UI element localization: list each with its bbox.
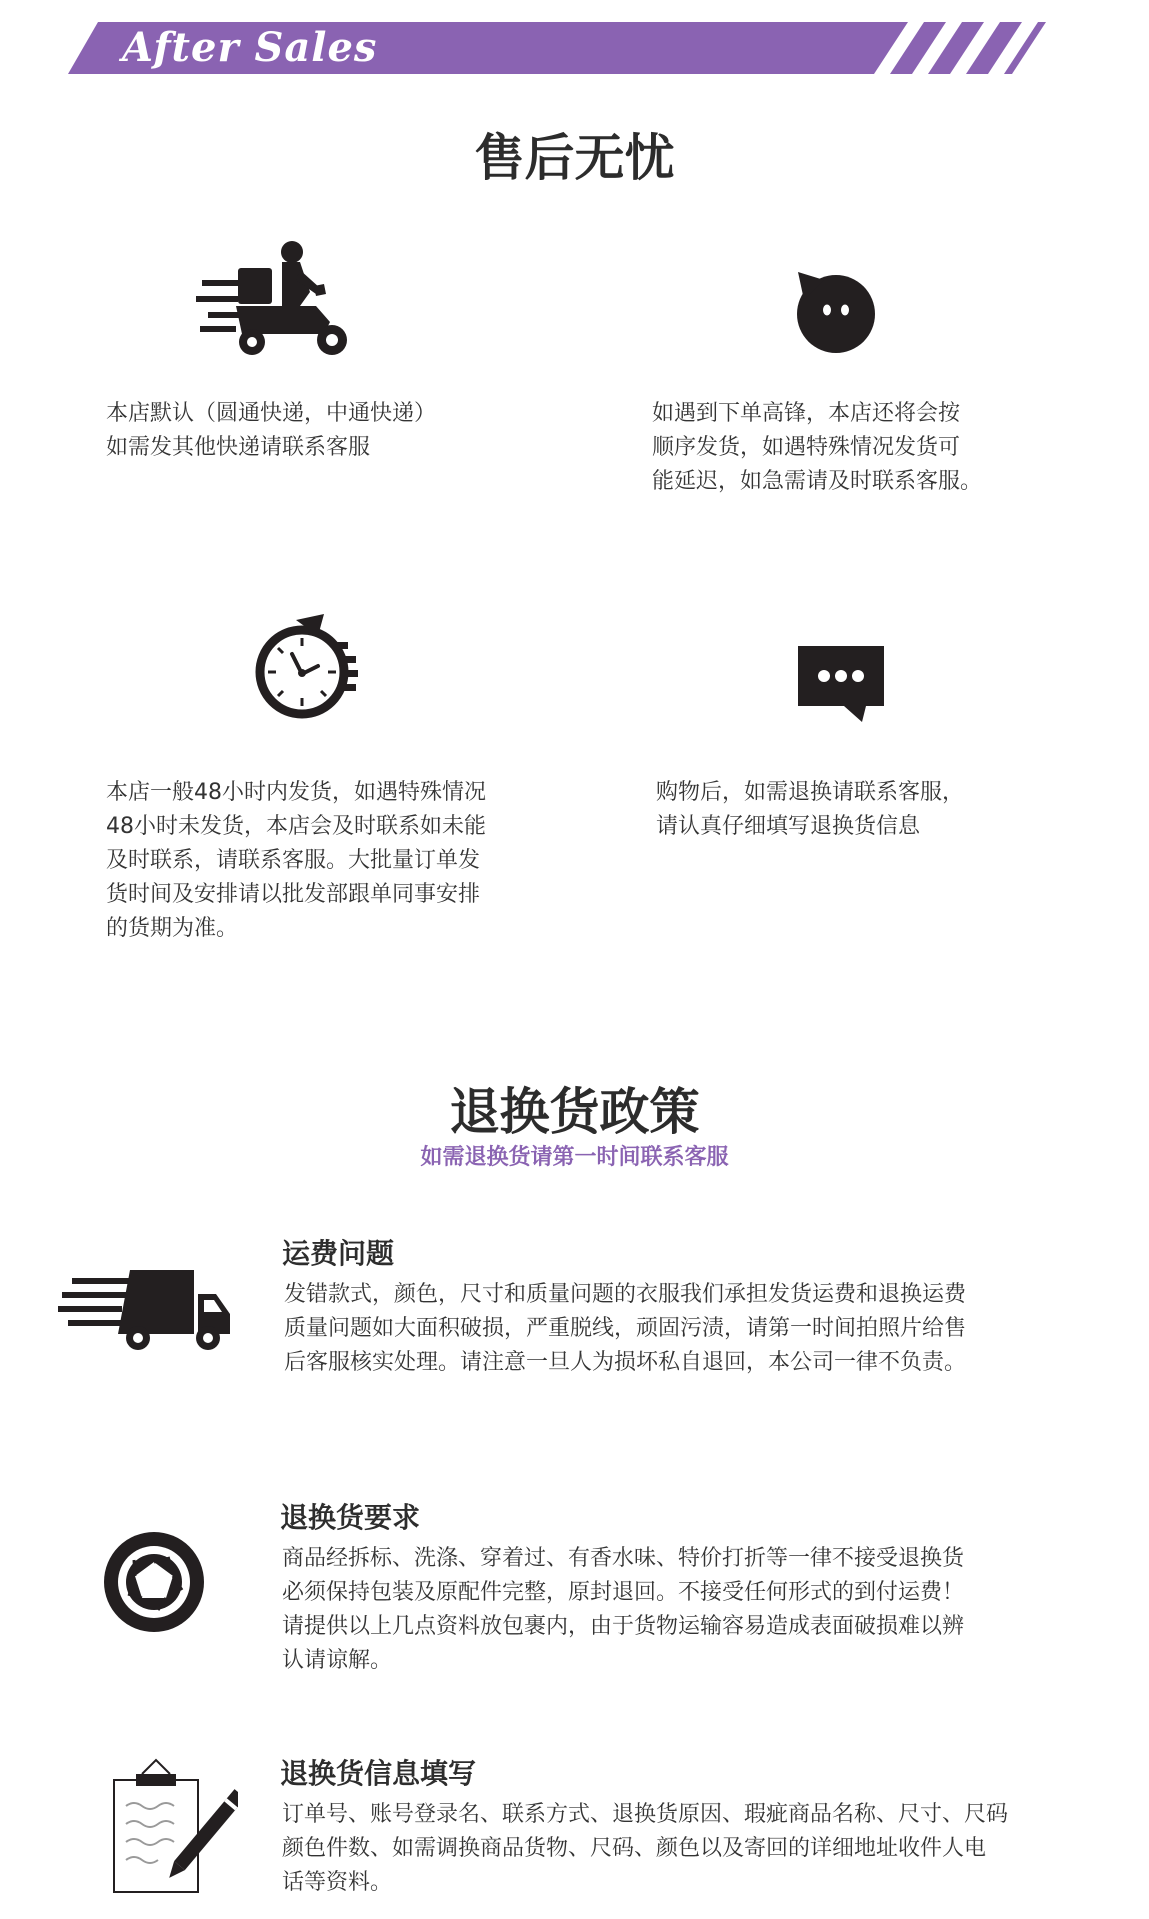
freight-title: 运费问题	[282, 1237, 395, 1270]
return-requirements-text: 商品经拆标、洗涤、穿着过、有香水味、特价打折等一律不接受退换货 必须保持包装及原配件完整，原封退回。不接受任何形式的到付运费！ 请提供以上几点资料放包裹内，由于货物运输容易造成表面破损难以辨 认请谅解。	[282, 1546, 965, 1673]
section1-item-1-text: 本店默认（圆通快递，中通快递） 如需发其他快递请联系客服	[106, 401, 437, 460]
return-info-title: 退换货信息填写	[280, 1757, 477, 1790]
section2-title: 退换货政策	[449, 1083, 700, 1141]
return-requirements-title: 退换货要求	[280, 1501, 421, 1534]
banner-label: After Sales	[122, 24, 378, 71]
delivery-scooter-icon	[196, 240, 356, 360]
clipboard-pen-icon	[112, 1756, 238, 1896]
freight-text: 发错款式，颜色，尺寸和质量问题的衣服我们承担发货运费和退换运费 质量问题如大面积破损，严重脱线，顽固污渍，请第一时间拍照片给售 后客服核实处理。请注意一旦人为损坏私自退回，本公司一律不负责。	[284, 1282, 967, 1375]
section2-subtitle: 如需退换货请第一时间联系客服	[420, 1145, 729, 1170]
section1-item-2-text: 如遇到下单高锋，本店还将会按 顺序发货，如遇特殊情况发货可 能延迟，如急需请及时联系客服。	[652, 401, 983, 494]
return-info-text: 订单号、账号登录名、联系方式、退换货原因、瑕疵商品名称、尺寸、尺码 颜色件数、如需调换商品货物、尺码、颜色以及寄回的详细地址收件人电 话等资料。	[282, 1802, 1009, 1895]
delivery-truck-icon	[58, 1266, 230, 1352]
aperture-icon	[102, 1530, 206, 1634]
section1-item-4-text: 购物后，如需退换请联系客服， 请认真仔细填写退换货信息	[656, 780, 965, 839]
message-dots-icon	[796, 644, 886, 726]
section1-item-3-text: 本店一般48小时内发货，如遇特殊情况 48小时未发货，本店会及时联系如未能 及时联系，请联系客服。大批量订单发 货时间及安排请以批发部跟单同事安排 的货期为准。	[106, 780, 486, 941]
chat-bubble-face-icon	[794, 270, 876, 354]
clock-refresh-icon	[252, 614, 362, 726]
section1-title: 售后无忧	[474, 129, 675, 187]
